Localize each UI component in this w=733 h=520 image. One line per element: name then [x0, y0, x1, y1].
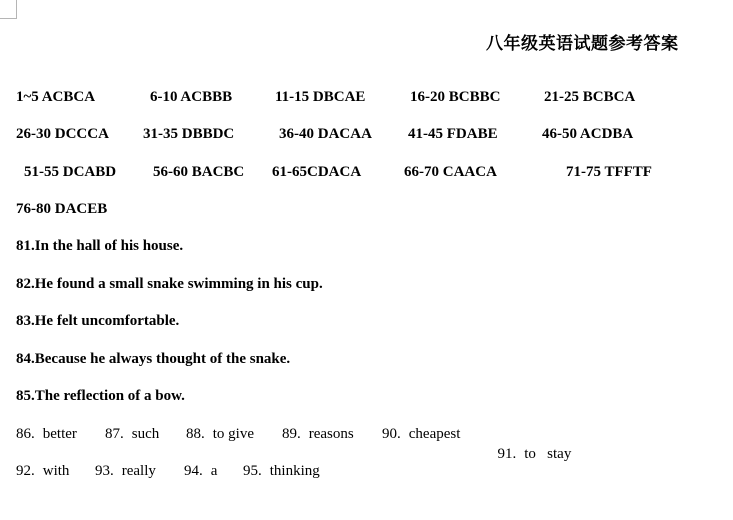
answer-92 — [16, 461, 69, 481]
answer-word: reasons — [308, 426, 354, 442]
answer-group-76-80: 76-80 DACEB — [16, 201, 108, 217]
answer-group-41-45: 41-45 FDABE — [408, 126, 498, 142]
answer-word: with — [42, 463, 70, 479]
answer-94 — [184, 461, 217, 481]
question-number: 87. — [105, 426, 124, 442]
answer-88 — [186, 424, 254, 444]
answer-91 — [490, 424, 571, 464]
answer-84: 84.Because he always thought of the snake. — [16, 351, 291, 367]
answer-word: really — [121, 463, 156, 479]
answer-group-56-60: 56-60 BACBC — [153, 164, 245, 180]
answer-82: 82.He found a small snake swimming in his cup. — [16, 276, 323, 292]
answer-group-51-55: 51-55 DCABD — [24, 164, 117, 180]
answer-group-71-75: 71-75 TFFTF — [566, 164, 652, 180]
answer-word: better — [42, 426, 77, 442]
answer-group-16-20: 16-20 BCBBC — [410, 89, 501, 105]
answer-83: 83.He felt uncomfortable. — [16, 313, 180, 329]
answer-93 — [95, 461, 156, 481]
answer-group-36-40: 36-40 DACAA — [279, 126, 372, 142]
question-number: 95. — [243, 463, 262, 479]
question-number: 89. — [282, 426, 301, 442]
question-number: 93. — [95, 463, 114, 479]
document-title: 八年级英语试题参考答案 — [486, 34, 679, 54]
answer-group-11-15: 11-15 DBCAE — [275, 89, 366, 105]
answer-89 — [282, 424, 354, 444]
answer-group-31-35: 31-35 DBBDC — [143, 126, 235, 142]
answer-86 — [16, 424, 77, 444]
question-number: 90. — [382, 426, 401, 442]
answer-87 — [105, 424, 159, 444]
answer-group-6-10: 6-10 ACBBB — [150, 89, 233, 105]
answer-group-26-30: 26-30 DCCCA — [16, 126, 109, 142]
answer-95 — [243, 461, 320, 481]
answer-word: a — [210, 463, 218, 479]
answer-word: thinking — [269, 463, 320, 479]
answer-group-21-25: 21-25 BCBCA — [544, 89, 636, 105]
answer-90 — [382, 424, 460, 444]
question-number: 94. — [184, 463, 203, 479]
question-number: 92. — [16, 463, 35, 479]
answer-group-46-50: 46-50 ACDBA — [542, 126, 634, 142]
answer-group-61-65: 61-65CDACA — [272, 164, 362, 180]
answer-word: to stay — [524, 446, 572, 462]
answer-group-1-5: 1~5 ACBCA — [16, 89, 96, 105]
answer-group-66-70: 66-70 CAACA — [404, 164, 497, 180]
answer-word: to give — [212, 426, 254, 442]
question-number: 91. — [497, 446, 517, 462]
answer-word: cheapest — [408, 426, 461, 442]
answer-word: such — [131, 426, 160, 442]
question-number: 86. — [16, 426, 35, 442]
answer-81: 81.In the hall of his house. — [16, 238, 184, 254]
question-number: 88. — [186, 426, 205, 442]
answer-85: 85.The reflection of a bow. — [16, 388, 185, 404]
page-corner-mark — [0, 0, 17, 19]
